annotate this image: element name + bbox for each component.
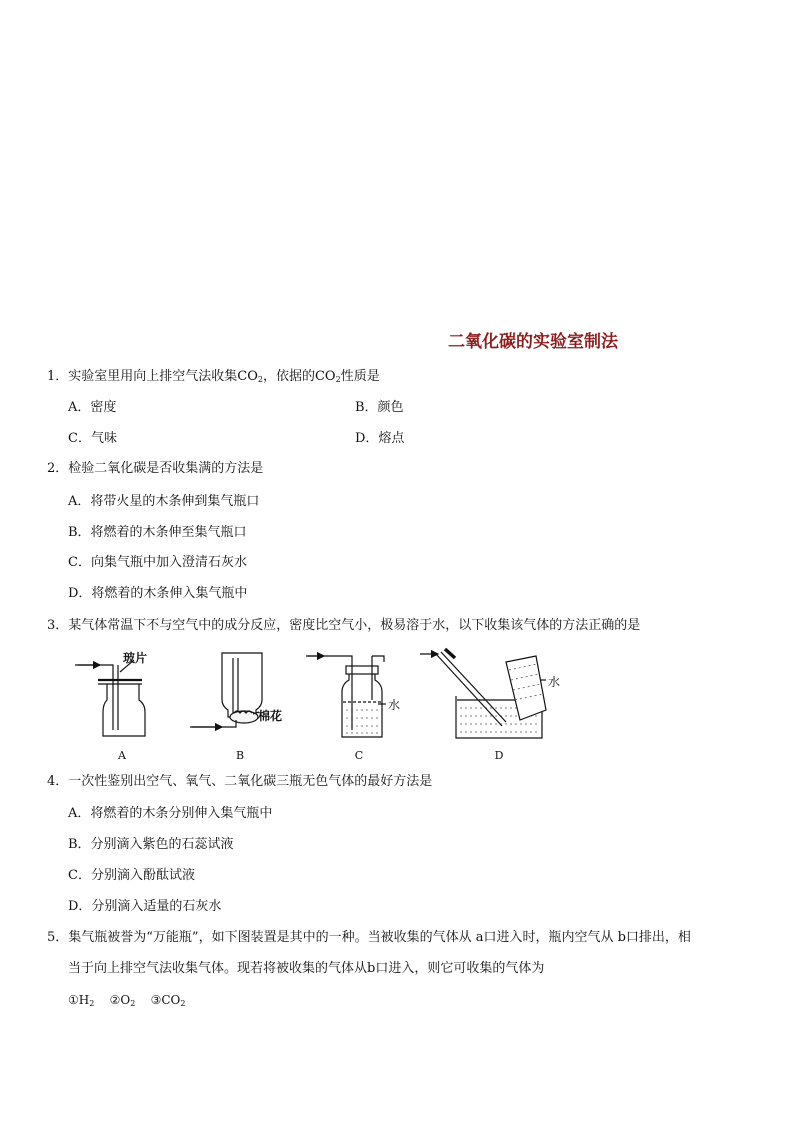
option-d: D．分别滴入适量的石灰水 <box>68 899 222 914</box>
cotton-label: 棉花 <box>258 709 283 723</box>
subscript: 2 <box>335 375 341 384</box>
choice-1: $①H_2$ <box>68 993 95 1008</box>
water-label-c: 水 <box>388 698 401 712</box>
subscript: 2 <box>257 375 263 384</box>
question-text: 集气瓶被誉为“万能瓶”，如下图装置是其中的一种。当被收集的气体从 a口进入时，瓶内空气从 b口排出，相 <box>68 930 691 945</box>
option-a: A．将带火星的木条伸到集气瓶口 <box>68 494 260 509</box>
question-text: 检验二氧化碳是否收集满的方法是 <box>68 461 264 476</box>
question-5 <box>47 930 691 946</box>
option-d: D．将燃着的木条伸入集气瓶中 <box>68 586 248 601</box>
page-title: 二氧化碳的实验室制法 <box>448 332 618 352</box>
figure-label-a: A <box>118 749 126 762</box>
option-c: C．分别滴入酚酞试液 <box>68 868 195 883</box>
glass-plate-label: 玻片 <box>123 651 148 665</box>
choice-2: $②O_2$ <box>109 993 136 1008</box>
question-5-continued: 当于向上排空气法收集气体。现若将被收集的气体从b口进入，则它可收集的气体为 <box>68 961 545 976</box>
apparatus-d <box>420 649 546 738</box>
option-b: B．将燃着的木条伸至集气瓶口 <box>68 525 247 540</box>
figure-label-c: C <box>354 749 364 762</box>
question-number: 1． <box>47 369 69 384</box>
question-text: 某气体常温下不与空气中的成分反应，密度比空气小，极易溶于水，以下收集该气体的方法正确的是 <box>68 618 641 633</box>
choice-3: $③CO_2$ <box>150 993 186 1008</box>
question-4 <box>47 774 432 790</box>
option-a: A．将燃着的木条分别伸入集气瓶中 <box>68 806 273 821</box>
apparatus-c <box>306 656 386 737</box>
question-number: 2． <box>47 461 69 476</box>
question-5-choices <box>68 992 185 1012</box>
question-text: 实验室里用向上排空气法收集CO <box>68 369 258 384</box>
figure-label-b: B <box>235 749 245 762</box>
figure-label-d: D <box>494 749 504 762</box>
option-a: A．密度 <box>68 400 117 415</box>
question-text: 一次性鉴别出空气、氧气、二氧化碳三瓶无色气体的最好方法是 <box>68 774 433 789</box>
water-label-d: 水 <box>548 675 561 689</box>
question-number: 3． <box>47 618 69 633</box>
option-b: B．颜色 <box>355 400 404 415</box>
question-text: ，依据的CO <box>262 369 336 384</box>
option-d: D．熔点 <box>355 431 405 446</box>
apparatus-b <box>190 653 262 727</box>
option-b: B．分别滴入紫色的石蕊试液 <box>68 837 234 852</box>
question-text: 性质是 <box>340 369 380 384</box>
option-c: C．气味 <box>68 431 117 446</box>
question-number: 4． <box>47 774 69 789</box>
apparatus-a <box>75 660 145 736</box>
option-c: C．向集气瓶中加入澄清石灰水 <box>68 555 247 570</box>
question-number: 5． <box>47 930 69 945</box>
